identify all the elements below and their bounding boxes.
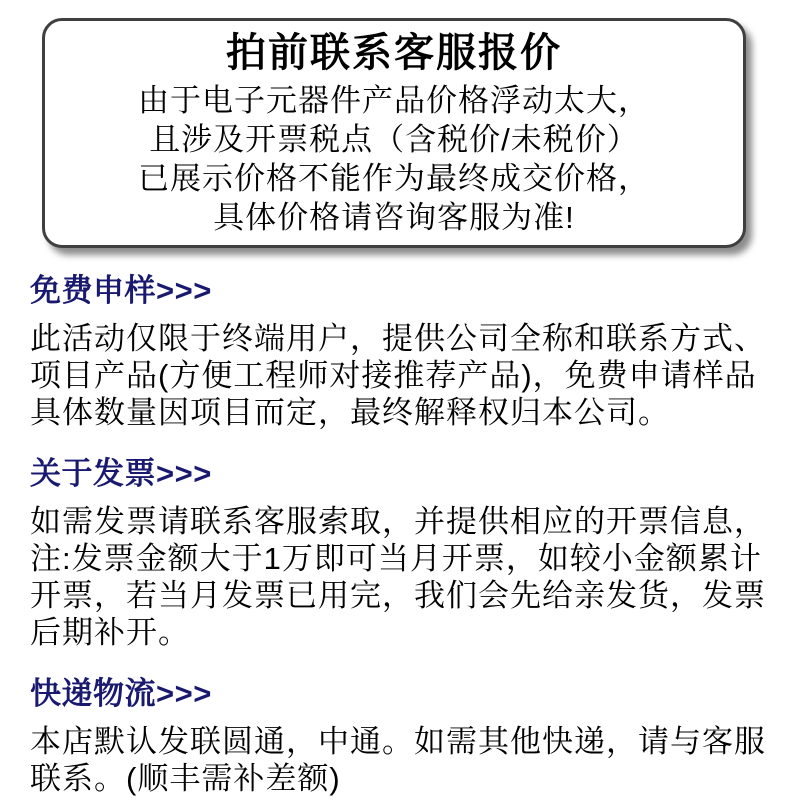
paragraph-shipping [30, 723, 772, 797]
section-invoice [30, 455, 772, 651]
paragraph-line: 联系。(顺丰需补差额) [30, 761, 341, 796]
notice-body [55, 81, 733, 241]
section-heading-free-sample: 免费申样>>> [30, 273, 212, 308]
paragraph-invoice [30, 503, 772, 651]
content-area [0, 272, 800, 797]
paragraph-line: 注:发票金额大于1万即可当月开票，如较小金额累计 [30, 541, 762, 576]
notice-line-2: 且涉及开票税点（含税价/未税价） [149, 122, 639, 157]
paragraph-line: 开票，若当月发票已用完，我们会先给亲发货，发票 [30, 578, 766, 613]
section-shipping [30, 675, 772, 797]
paragraph-line: 项目产品(方便工程师对接推荐产品)，免费申请样品 [30, 358, 757, 393]
paragraph-line: 此活动仅限于终端用户，提供公司全称和联系方式、 [30, 321, 766, 356]
notice-line-3: 已展示价格不能作为最终成交价格， [138, 161, 650, 196]
paragraph-free-sample [30, 320, 772, 431]
section-free-sample [30, 272, 772, 431]
paragraph-line: 本店默认发联圆通，中通。如需其他快递，请与客服 [30, 724, 766, 759]
section-heading-invoice: 关于发票>>> [30, 456, 212, 491]
notice-line-4: 具体价格请咨询客服为准! [213, 200, 575, 235]
section-heading-shipping: 快递物流>>> [30, 676, 212, 711]
paragraph-line: 如需发票请联系客服索取，并提供相应的开票信息， [30, 504, 766, 539]
notice-box [42, 18, 746, 248]
paragraph-line: 具体数量因项目而定，最终解释权归本公司。 [30, 395, 670, 430]
notice-title: 拍前联系客服报价 [226, 31, 562, 75]
paragraph-line: 后期补开。 [30, 615, 190, 650]
notice-line-1: 由于电子元器件产品价格浮动太大， [138, 83, 650, 118]
